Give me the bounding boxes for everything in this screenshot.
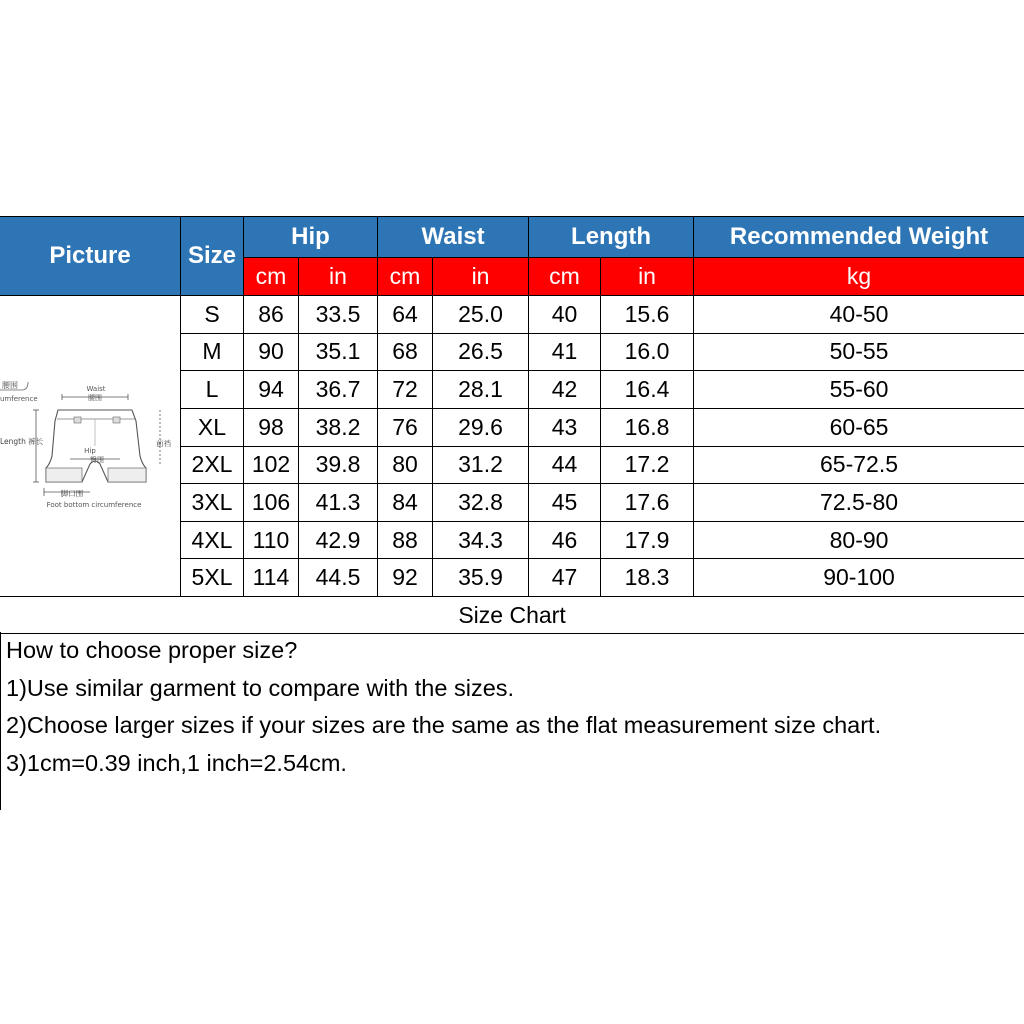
cell-waist-cm: 76 bbox=[378, 408, 433, 446]
cell-weight: 80-90 bbox=[694, 521, 1024, 559]
notes-item: 3)1cm=0.39 inch,1 inch=2.54cm. bbox=[6, 749, 347, 776]
header-recommended-weight: Recommended Weight bbox=[694, 217, 1024, 258]
cell-length-in: 16.8 bbox=[601, 408, 694, 446]
cell-length-cm: 47 bbox=[529, 559, 601, 597]
cell-weight: 90-100 bbox=[694, 559, 1024, 597]
cell-length-in: 17.2 bbox=[601, 446, 694, 484]
cell-hip-in: 33.5 bbox=[299, 296, 378, 334]
cell-size: 2XL bbox=[181, 446, 244, 484]
unit-hip-cm: cm bbox=[244, 258, 299, 296]
cell-size: 3XL bbox=[181, 484, 244, 522]
sizing-notes bbox=[0, 632, 1024, 810]
cell-hip-in: 38.2 bbox=[299, 408, 378, 446]
cell-length-in: 16.0 bbox=[601, 333, 694, 371]
cell-length-cm: 40 bbox=[529, 296, 601, 334]
cell-hip-cm: 106 bbox=[244, 484, 299, 522]
cell-weight: 50-55 bbox=[694, 333, 1024, 371]
cell-waist-in: 25.0 bbox=[433, 296, 529, 334]
cell-size: 4XL bbox=[181, 521, 244, 559]
cell-hip-in: 44.5 bbox=[299, 559, 378, 597]
size-chart-sheet bbox=[0, 216, 1024, 634]
cell-length-cm: 43 bbox=[529, 408, 601, 446]
cell-length-in: 16.4 bbox=[601, 371, 694, 409]
unit-hip-in: in bbox=[299, 258, 378, 296]
notes-title: How to choose proper size? bbox=[6, 637, 298, 663]
header-hip: Hip bbox=[244, 217, 378, 258]
cell-waist-cm: 68 bbox=[378, 333, 433, 371]
unit-waist-cm: cm bbox=[378, 258, 433, 296]
cell-length-cm: 42 bbox=[529, 371, 601, 409]
cell-length-cm: 45 bbox=[529, 484, 601, 522]
waist-en-label: Waist bbox=[86, 385, 106, 393]
header-size: Size bbox=[181, 217, 244, 296]
cell-hip-cm: 110 bbox=[244, 521, 299, 559]
table-row bbox=[0, 296, 1024, 334]
header-picture: Picture bbox=[0, 217, 181, 296]
cell-size: 5XL bbox=[181, 559, 244, 597]
cell-waist-in: 26.5 bbox=[433, 333, 529, 371]
cell-length-cm: 41 bbox=[529, 333, 601, 371]
cell-length-in: 17.6 bbox=[601, 484, 694, 522]
cell-length-in: 18.3 bbox=[601, 559, 694, 597]
cell-hip-in: 39.8 bbox=[299, 446, 378, 484]
foot-en-label: Foot bottom circumference bbox=[46, 501, 142, 509]
hip-en-label: Hip bbox=[84, 447, 96, 455]
cell-waist-in: 32.8 bbox=[433, 484, 529, 522]
cell-weight: 72.5-80 bbox=[694, 484, 1024, 522]
cell-hip-cm: 102 bbox=[244, 446, 299, 484]
cell-hip-in: 42.9 bbox=[299, 521, 378, 559]
cell-size: S bbox=[181, 296, 244, 334]
cell-length-cm: 44 bbox=[529, 446, 601, 484]
notes-item: 2)Choose larger sizes if your sizes are the same as the flat measurement size chart. bbox=[6, 712, 882, 738]
left-top-cn-label: 腰围 bbox=[2, 381, 18, 390]
cell-waist-cm: 92 bbox=[378, 559, 433, 597]
cell-length-cm: 46 bbox=[529, 521, 601, 559]
cell-waist-in: 28.1 bbox=[433, 371, 529, 409]
cell-waist-cm: 88 bbox=[378, 521, 433, 559]
cell-weight: 55-60 bbox=[694, 371, 1024, 409]
cell-hip-cm: 98 bbox=[244, 408, 299, 446]
length-label: Length 裤长 bbox=[0, 437, 44, 446]
cell-hip-in: 35.1 bbox=[299, 333, 378, 371]
cell-waist-in: 35.9 bbox=[433, 559, 529, 597]
cell-size: L bbox=[181, 371, 244, 409]
unit-length-cm: cm bbox=[529, 258, 601, 296]
header-waist: Waist bbox=[378, 217, 529, 258]
size-chart-caption: Size Chart bbox=[0, 597, 1024, 634]
rise-cn-label: 前裆 bbox=[156, 439, 171, 448]
cell-hip-cm: 86 bbox=[244, 296, 299, 334]
shorts-diagram-cell bbox=[0, 296, 181, 597]
cell-weight: 65-72.5 bbox=[694, 446, 1024, 484]
notes-item: 1)Use similar garment to compare with the sizes. bbox=[6, 674, 515, 701]
cell-hip-cm: 94 bbox=[244, 371, 299, 409]
foot-cn-label: 脚口围 bbox=[60, 489, 84, 498]
hip-cn-label: 臀围 bbox=[90, 456, 104, 464]
cell-waist-cm: 72 bbox=[378, 371, 433, 409]
cell-waist-in: 31.2 bbox=[433, 446, 529, 484]
unit-weight-kg: kg bbox=[694, 258, 1024, 296]
cell-hip-cm: 90 bbox=[244, 333, 299, 371]
waist-cn-label: 腰围 bbox=[88, 394, 102, 402]
cell-hip-in: 36.7 bbox=[299, 371, 378, 409]
cell-waist-cm: 64 bbox=[378, 296, 433, 334]
cell-length-in: 17.9 bbox=[601, 521, 694, 559]
header-length: Length bbox=[529, 217, 694, 258]
cell-size: M bbox=[181, 333, 244, 371]
size-table bbox=[0, 216, 1024, 634]
cell-waist-cm: 84 bbox=[378, 484, 433, 522]
cell-waist-cm: 80 bbox=[378, 446, 433, 484]
shorts-diagram bbox=[0, 296, 180, 596]
cell-weight: 40-50 bbox=[694, 296, 1024, 334]
cell-hip-cm: 114 bbox=[244, 559, 299, 597]
cell-waist-in: 34.3 bbox=[433, 521, 529, 559]
cell-weight: 60-65 bbox=[694, 408, 1024, 446]
left-top-en-label: umference bbox=[0, 395, 38, 403]
cell-waist-in: 29.6 bbox=[433, 408, 529, 446]
cell-hip-in: 41.3 bbox=[299, 484, 378, 522]
unit-length-in: in bbox=[601, 258, 694, 296]
cell-size: XL bbox=[181, 408, 244, 446]
unit-waist-in: in bbox=[433, 258, 529, 296]
cell-length-in: 15.6 bbox=[601, 296, 694, 334]
